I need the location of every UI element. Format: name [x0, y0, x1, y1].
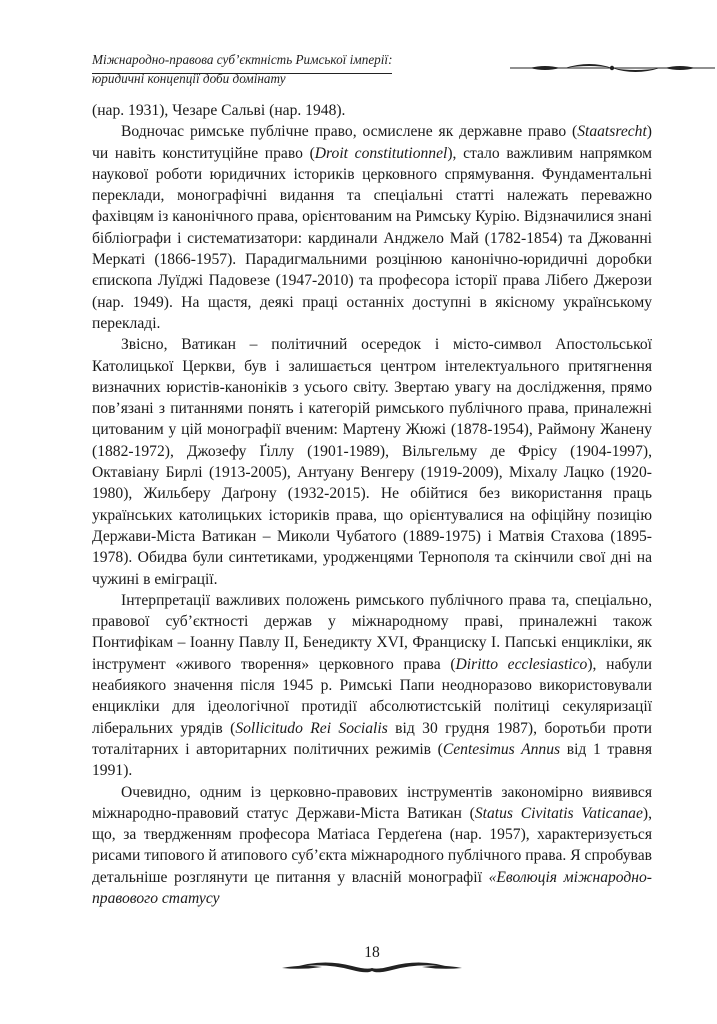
text-run: ), набули неабиякого значення після 1945 р. Римські Папи неодноразово використовували енцикліки для ідеологічної протидії абсолютистській політиці секуляризації ліберальних урядів ( — [92, 655, 652, 737]
header-ornament-icon — [510, 58, 715, 78]
paragraph — [92, 100, 652, 121]
running-head — [92, 50, 652, 94]
italic-text: «Еволюція міжнародно-правового статусу — [92, 868, 652, 907]
text-run: Інтерпретації важливих положень римського публічного права та, спеціально, правової суб’єктності держав у міжнародному праві, приналежні також Понтифікам – Іоанну Павлу ІІ, Бенедикту XVI, Франциску І. Папські енцикліки, як інструмент «живого творення» церковного права ( — [92, 591, 652, 673]
text-run: Очевидно, одним із церковно-правових інструментів закономірно виявився міжнародно-правовий статус Держави-Міста Ватикан ( — [92, 783, 652, 822]
text-run: ), що, за твердженням професора Матіаса Гердеґена (нар. 1957), характеризується рисами типового й атипового суб’єкта міжнародного публічного права. Я спробував детальніше розглянути це питання у власній монографії — [92, 804, 652, 886]
running-head-title — [92, 50, 393, 88]
running-head-rule — [92, 73, 392, 74]
italic-text: Droit constitutionnel — [314, 144, 448, 162]
text-run: від 30 грудня 1987), боротьби проти тоталітарних і авторитарних політичних режимів ( — [92, 719, 652, 758]
paragraph — [92, 590, 652, 782]
text-run: Звісно, Ватикан – політичний осередок і місто-символ Апостольської Католицької Церкви, був і залишається центром інтелектуального притягнення визначних юристів-каноніків з усього світу. Звертаю увагу на дослідження, прямо пов’язані з питаннями понять і категорій римського публічного права, приналежні цитованим у цій монографії вченим: Мартену Жюжі (1878-1954), Раймону Жанену (1882-1972), Джозефу Ґіллу (1901-1989), Вільгельму де Фрісу (1904-1997), Октавіану Бирлі (1913-2005), Антуану Венгеру (1919-2009), Міхалу Лацко (1920-1980), Жильберу Даґрону (1932-2015). Не обійтися без використання праць українських католицьких істориків права, що орієнтувалися на офіційну позицію Держави-Міста Ватикан – Миколи Чубатого (1889-1975) і Матвія Стахова (1895-1978). Обидва були синтетиками, уродженцями Тернополя та скінчили свої дні на чужині в еміграції. — [92, 336, 652, 588]
text-run: (нар. 1931), Чезаре Сальві (нар. 1948). — [92, 102, 346, 119]
italic-text: Sollicitudo Rei Socialis — [235, 719, 388, 737]
paragraph — [92, 334, 652, 590]
body-text — [92, 100, 652, 909]
italic-text: Status Civitatis Vaticanae — [474, 804, 643, 822]
italic-text: Diritto ecclesiastico — [455, 655, 588, 673]
text-run: ) чи навіть конституційне право ( — [92, 123, 652, 162]
paragraph — [92, 121, 652, 334]
text-run: ), стало важливим напрямком наукової роботи юридичних істориків церковного спрямування. Фундаментальні переклади, монографічні видання та спеціальні статті належать переважно фахівцям із канонічного права, орієнтованим на Римську Курію. Відзначилися знані бібліографи і систематизатори: кардинали Анджело Май (1782-1854) та Джованні Меркаті (1866-1957). Парадигмальними розцінюю канонічно-юридичні доробки єпископа Луїджі Падовезе (1947-2010) та професора історії права Лібero Джерози (нар. 1949). На щастя, деякі праці останніх доступні в якісному українському перекладі. — [92, 144, 652, 332]
text-run: від 1 травня 1991). — [92, 740, 652, 780]
running-head-line-1: Міжнародно-правова суб’єктність Римської імперії: — [92, 52, 393, 67]
italic-text: Centesimus Annus — [442, 740, 561, 758]
running-head-line-2: юридичні концепції доби домінату — [92, 71, 286, 86]
italic-text: Staatsrecht — [577, 123, 647, 141]
page-footer — [92, 944, 652, 980]
page-number: 18 — [364, 944, 380, 961]
paragraph — [92, 782, 652, 910]
text-run: Водночас римське публічне право, осмислене як державне право ( — [121, 123, 578, 141]
